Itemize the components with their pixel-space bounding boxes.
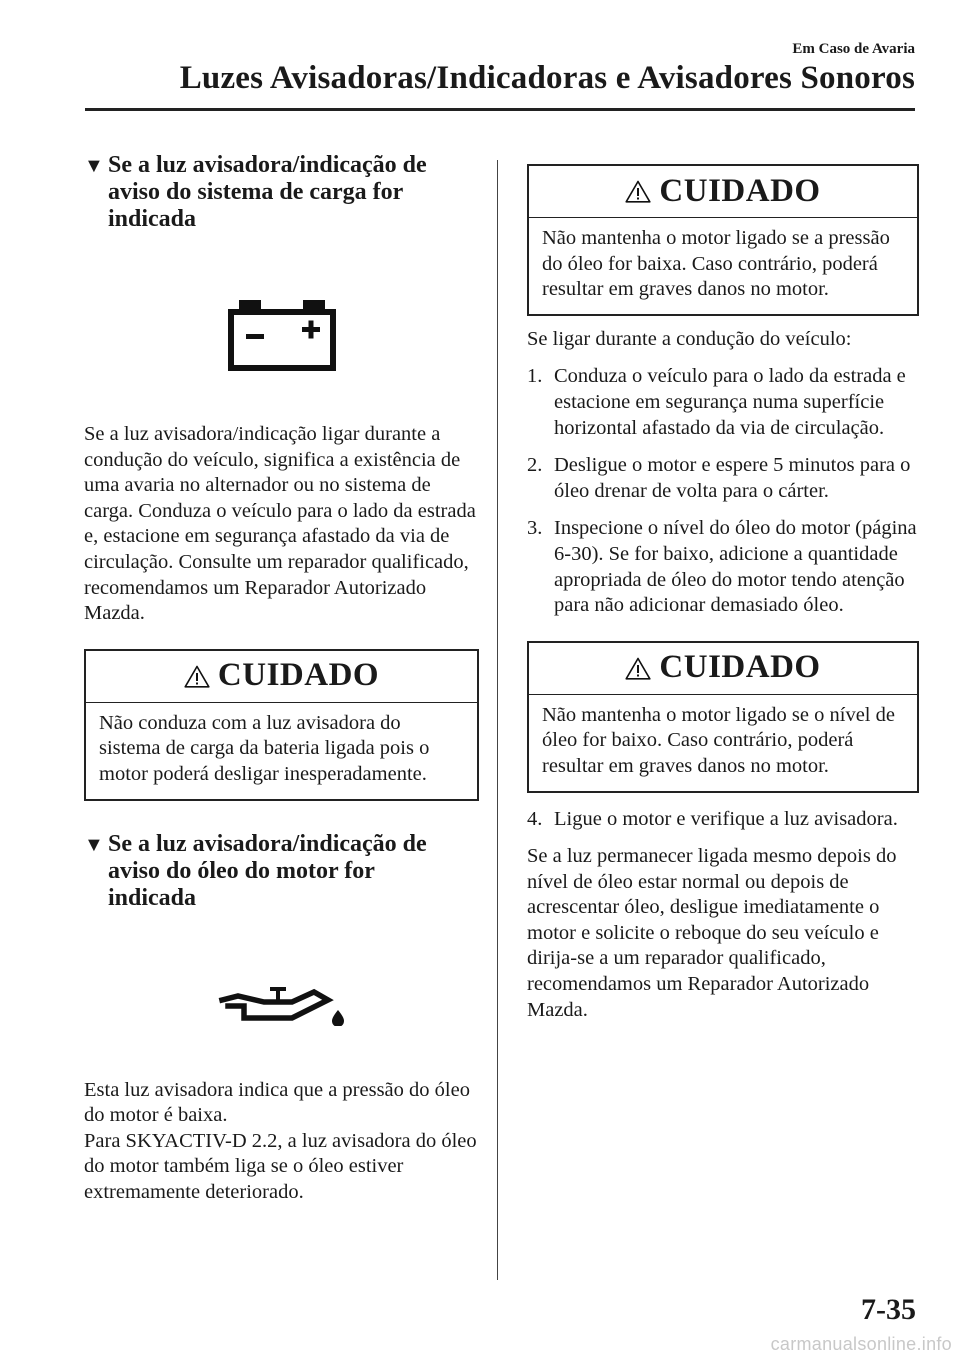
charging-heading: ▼ Se a luz avisadora/indicação de aviso do sistema de carga for indicada <box>84 152 427 232</box>
left-column <box>84 152 479 1206</box>
right-column <box>527 164 919 1023</box>
list-item: 2. Desligue o motor e espere 5 minutos para o óleo drenar de volta para o cárter. <box>527 454 911 502</box>
oil-heading: ▼ Se a luz avisadora/indicação de aviso do óleo do motor for indicada <box>84 830 427 911</box>
watermark: carmanualsonline.info <box>770 1334 952 1354</box>
oil-paragraph-2: Para SKYACTIV-D 2.2, a luz avisadora do óleo do motor também liga se o óleo estiver extremamente deteriorado. <box>84 1129 477 1203</box>
caution-title: CUIDADO <box>217 657 380 694</box>
list-item: 1. Conduza o veículo para o lado da estrada e estacione em segurança numa superfície horizontal afastado da via de circulação. <box>527 365 906 439</box>
column-divider <box>497 160 498 1280</box>
caution-title: CUIDADO <box>659 172 821 209</box>
caution-header <box>529 166 917 218</box>
closing-paragraph: Se a luz permanecer ligada mesmo depois do nível de óleo estar normal ou depois de acrescentar óleo, desligue imediatamente o motor e solicite o reboque do seu veículo e dirija-se a um reparador qualificado, recomendamos um Reparador Autorizado Mazda. <box>527 845 897 1021</box>
caution-header <box>86 651 477 703</box>
warning-triangle-icon <box>625 180 651 203</box>
battery-icon-wrap <box>84 300 479 372</box>
charging-paragraph: Se a luz avisadora/indicação ligar durante a condução do veículo, significa a existência de uma avaria no alternador ou no sistema de carga. Conduza o veículo para o lado da estrada e, estacione em segurança afastado da via de circulação. Consulte um reparador qualificado, recomendamos um Reparador Autorizado Mazda. <box>84 423 476 625</box>
caution-header <box>529 643 917 695</box>
warning-triangle-icon <box>184 665 210 688</box>
header-rule <box>85 108 915 111</box>
caution-text: Não conduza com a luz avisadora do sistema de carga da bateria ligada pois o motor poderá desligar inesperadamente. <box>99 711 430 785</box>
triangle-bullet-icon: ▼ <box>84 155 104 177</box>
section-title: Luzes Avisadoras/Indicadoras e Avisadores Sonoros <box>179 60 915 96</box>
chapter-label: Em Caso de Avaria <box>792 41 915 57</box>
caution-text: Não mantenha o motor ligado se a pressão do óleo for baixa. Caso contrário, poderá resultar em graves danos no motor. <box>542 227 890 301</box>
page-number: 7-35 <box>861 1293 916 1326</box>
warning-triangle-icon <box>625 657 651 680</box>
caution-box-oil-pressure <box>527 164 919 316</box>
oil-paragraph-1: Esta luz avisadora indica que a pressão do óleo do motor é baixa. <box>84 1078 470 1127</box>
caution-title: CUIDADO <box>659 649 821 686</box>
triangle-bullet-icon: ▼ <box>84 833 104 856</box>
battery-charge-warning-icon <box>226 300 338 372</box>
oil-icon-wrap <box>84 982 479 1026</box>
steps-intro: Se ligar durante a condução do veículo: <box>527 327 852 350</box>
caution-box-oil-level <box>527 641 919 793</box>
caution-text: Não mantenha o motor ligado se o nível de óleo for baixo. Caso contrário, poderá resultar em graves danos no motor. <box>542 703 895 777</box>
caution-box-charging <box>84 649 479 801</box>
oil-pressure-warning-icon <box>218 982 346 1026</box>
list-item: 4. Ligue o motor e verifique a luz avisadora. <box>527 807 898 830</box>
list-item: 3. Inspecione o nível do óleo do motor (página 6-30). Se for baixo, adicione a quantidade apropriada de óleo do motor tendo atenção para não adicionar demasiado óleo. <box>527 517 917 617</box>
